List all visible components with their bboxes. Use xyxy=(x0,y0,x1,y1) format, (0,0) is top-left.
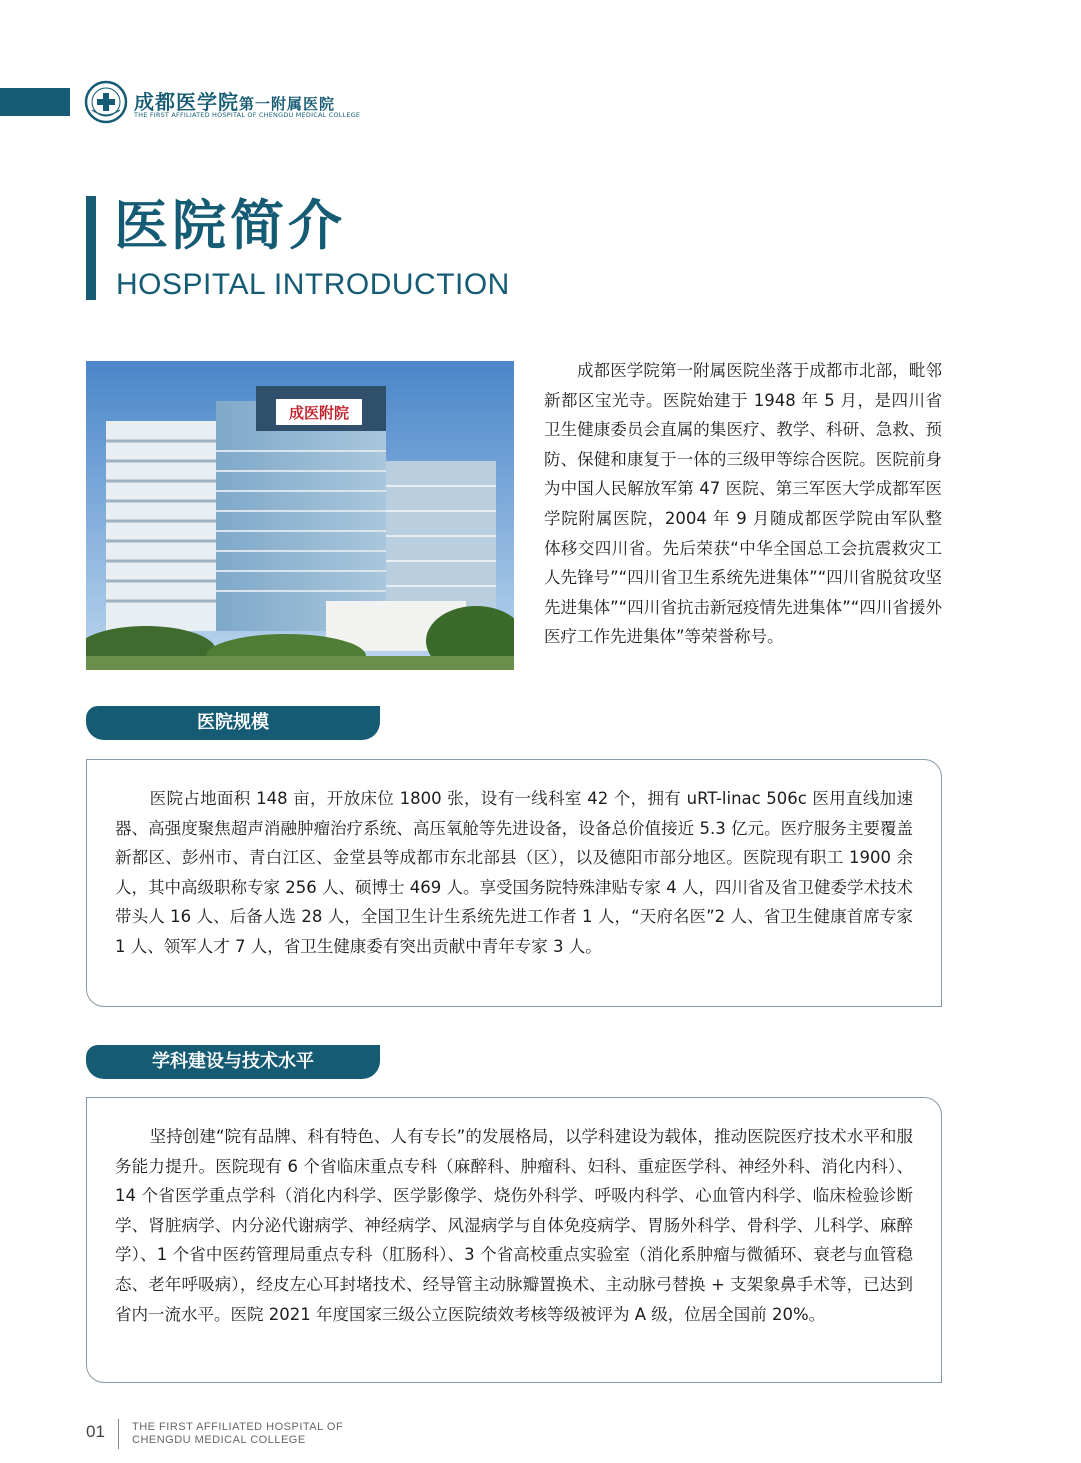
section-box-discipline xyxy=(86,1097,942,1383)
page-number: 01 xyxy=(86,1422,105,1441)
page-title: 医院简介 xyxy=(114,194,346,257)
header-accent-bar xyxy=(0,88,70,116)
brand-name-main: 成都医学院 xyxy=(134,90,239,114)
brand-name-en: THE FIRST AFFILIATED HOSPITAL OF CHENGDU MEDICAL COLLEGE xyxy=(134,111,361,119)
footer-divider xyxy=(118,1419,119,1449)
section-text-scale: 医院占地面积 148 亩，开放床位 1800 张，设有一线科室 42 个，拥有 uRT-linac 506c 医用直线加速器、高强度聚焦超声消融肿瘤治疗系统、高压氧舱等先进设备，设备总价值接近 5.3 亿元。医疗服务主要覆盖新都区、彭州市、青白江区、金堂县等成都市东北部县（区），以及德阳市部分地区。医院现有职工 1900 余人，其中高级职称专家 256 人、硕博士 469 人。享受国务院特殊津贴专家 4 人，四川省及省卫健委学术技术带头人 16 人、后备人选 28 人，全国卫生计生系统先进工作者 1 人，“天府名医”2 人、省卫生健康首席专家 1 人、领军人才 7 人，省卫生健康委有突出贡献中青年专家 3 人。 xyxy=(115,789,913,956)
section-text-discipline: 坚持创建“院有品牌、科有特色、人有专长”的发展格局，以学科建设为载体，推动医院医疗技术水平和服务能力提升。医院现有 6 个省临床重点专科（麻醉科、肿瘤科、妇科、重症医学科、神经外科、消化内科）、14 个省医学重点学科（消化内科学、医学影像学、烧伤外科学、呼吸内科学、心血管内科学、临床检验诊断学、肾脏病学、内分泌代谢病学、神经病学、风湿病学与自体免疫病学、胃肠外科学、骨科学、儿科学、麻醉学）、1 个省中医药管理局重点专科（肛肠科）、3 个省高校重点实验室（消化系肿瘤与微循环、衰老与血管稳态、老年呼吸病），经皮左心耳封堵技术、经导管主动脉瓣置换术、主动脉弓替换 + 支架象鼻手术等，已达到省内一流水平。医院 2021 年度国家三级公立医院绩效考核等级被评为 A 级，位居全国前 20%。 xyxy=(115,1127,913,1324)
footer-line-2: CHENGDU MEDICAL COLLEGE xyxy=(132,1434,306,1446)
section-tab-scale: 医院规模 xyxy=(86,706,380,740)
intro-paragraph xyxy=(544,356,942,652)
brand-name-sub: 第一附属医院 xyxy=(239,95,336,113)
footer-hospital-name xyxy=(132,1421,392,1447)
hospital-logo-icon xyxy=(84,80,128,124)
building-sign-text: 成医附院 xyxy=(288,404,350,422)
title-accent-bar xyxy=(86,196,96,300)
footer-line-1: THE FIRST AFFILIATED HOSPITAL OF xyxy=(132,1421,344,1433)
intro-text: 成都医学院第一附属医院坐落于成都市北部，毗邻新都区宝光寺。医院始建于 1948 年 5 月，是四川省卫生健康委员会直属的集医疗、教学、科研、急救、预防、保健和康复于一体的三级甲等综合医院。医院前身为中国人民解放军第 47 医院、第三军医大学成都军医学院附属医院，2004 年 9 月随成都医学院由军队整体移交四川省。先后荣获“中华全国总工会抗震救灾工人先锋号”“四川省卫生系统先进集体”“四川省脱贫攻坚先进集体”“四川省抗击新冠疫情先进集体”“四川省援外医疗工作先进集体”等荣誉称号。 xyxy=(544,361,942,647)
page-subtitle: HOSPITAL INTRODUCTION xyxy=(116,268,510,301)
section-box-scale xyxy=(86,759,942,1007)
section-tab-discipline: 学科建设与技术水平 xyxy=(86,1045,380,1079)
hospital-building-photo xyxy=(86,361,514,670)
